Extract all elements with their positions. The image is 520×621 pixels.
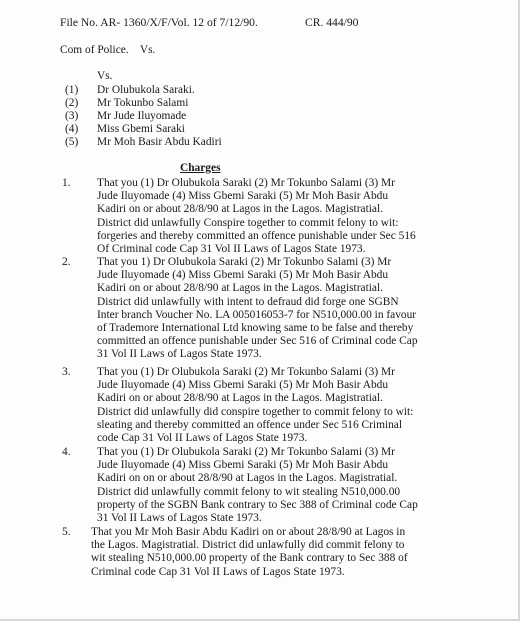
charge-line: sleating and thereby committed an offence under Sec 516 Criminal [97, 418, 403, 431]
accused-number: (4) [65, 123, 79, 135]
charge-line: the Lagos. Magistratial. District did unlawfully did commit felony to [91, 539, 405, 552]
charges-heading: Charges [180, 162, 221, 174]
charge-4-text [97, 446, 437, 525]
file-number: File No. AR- 1360/X/F/Vol. 12 of 7/12/90. [60, 16, 258, 29]
charge-line: Jude Iluyomade (4) Miss Gbemi Saraki (5) Mr Moh Basir Abdu [97, 459, 389, 472]
accused-name: Mr Jude Iluyomade [97, 110, 187, 122]
charge-number: 1. [62, 177, 71, 189]
charge-1-text [97, 177, 432, 256]
accused-name: Miss Gbemi Saraki [97, 123, 185, 135]
charge-line: That you Mr Moh Basir Abdu Kadiri on or about 28/8/90 at Lagos in [91, 526, 406, 538]
charge-line: 31 Vol II Laws of Lagos State 1973. [97, 348, 262, 361]
charge-line: wit stealing N510,000.00 property of the Bank contrary to Sec 388 of [91, 552, 408, 565]
charge-number: 5. [62, 526, 71, 538]
charge-line: Kadiri on or about 28/8/90 at Lagos in the Lagos. Magistratial. [97, 203, 383, 216]
accused-name: Mr Tokunbo Salami [97, 97, 189, 109]
charge-line: That you 1) Dr Olubukola Saraki (2) Mr Tokunbo Salami (3) Mr [97, 256, 392, 268]
charge-line: Criminal code Cap 31 Vol II Laws of Lagos State 1973. [91, 565, 345, 578]
charge-line: property of the SGBN Bank contrary to Sec 388 of Criminal code Cap [97, 498, 418, 511]
vs-label: Vs. [97, 70, 113, 82]
charge-number: 3. [62, 366, 71, 378]
charge-line: District did unlawfully Conspire together to commit felony to wit: [97, 216, 399, 229]
charge-5-text [91, 526, 436, 579]
charge-line: That you (1) Dr Olubukola Saraki (2) Mr Tokunbo Salami (3) Mr [97, 446, 395, 458]
case-title: Com of Police. Vs. [60, 44, 156, 56]
charge-3-text [97, 366, 432, 445]
charge-line: Jude Iluyomade (4) Miss Gbemi Saraki (5) Mr Moh Basir Abdu [97, 379, 389, 392]
charge-line: Kadiri on on or about 28/8/90 at Lagos in the Lagos. Magistratial. [97, 472, 398, 485]
charge-line: That you (1) Dr Olubukola Saraki (2) Mr Tokunbo Salami (3) Mr [97, 177, 395, 189]
charge-line: committed an offence punishable under Sec 516 of Criminal code Cap [97, 335, 418, 348]
charge-number: 2. [62, 256, 71, 268]
accused-name: Dr Olubukola Saraki. [97, 84, 195, 96]
charge-line: Kadiri on or about 28/8/90 at Lagos in the Lagos. Magistratial. [97, 392, 383, 405]
accused-number: (5) [65, 136, 79, 148]
accused-name: Mr Moh Basir Abdu Kadiri [97, 136, 222, 148]
charge-line: Jude Iluyomade (4) Miss Gbemi Saraki (5) Mr Moh Basir Abdu [97, 269, 389, 282]
charge-line: Inter branch Voucher No. LA 005016053-7 for N510,000.00 in favour [97, 308, 417, 321]
charge-line: of Trademore International Ltd knowing same to be false and thereby [97, 322, 414, 335]
charge-line: That you (1) Dr Olubukola Saraki (2) Mr Tokunbo Salami (3) Mr [97, 366, 395, 378]
cr-number: CR. 444/90 [305, 16, 359, 29]
charge-line: forgeries and thereby committed an offence punishable under Sec 516 [97, 229, 416, 242]
charge-line: Jude Iluyomade (4) Miss Gbemi Saraki (5) Mr Moh Basir Abdu [97, 190, 389, 203]
charge-line: 31 Vol II Laws of Lagos State 1973. [97, 512, 262, 525]
charge-line: Of Criminal code Cap 31 Vol II Laws of Lagos State 1973. [97, 243, 366, 256]
accused-number: (3) [65, 110, 79, 122]
charge-line: District did unlawfully commit felony to wit stealing N510,000.00 [97, 485, 401, 498]
charge-2-text [97, 256, 437, 362]
charge-line: Kadiri on or about 28/8/90 at Lagos in the Lagos. Magistratial. [97, 282, 383, 295]
accused-number: (2) [65, 97, 79, 109]
accused-number: (1) [65, 84, 79, 96]
charge-number: 4. [62, 446, 71, 458]
charge-line: code Cap 31 Vol II Laws of Lagos State 1973. [97, 432, 308, 445]
charge-line: District did unlawfully with intent to defraud did forge one SGBN [97, 295, 399, 308]
charge-line: District did unlawfully did conspire together to commit felony to wit: [97, 405, 414, 418]
